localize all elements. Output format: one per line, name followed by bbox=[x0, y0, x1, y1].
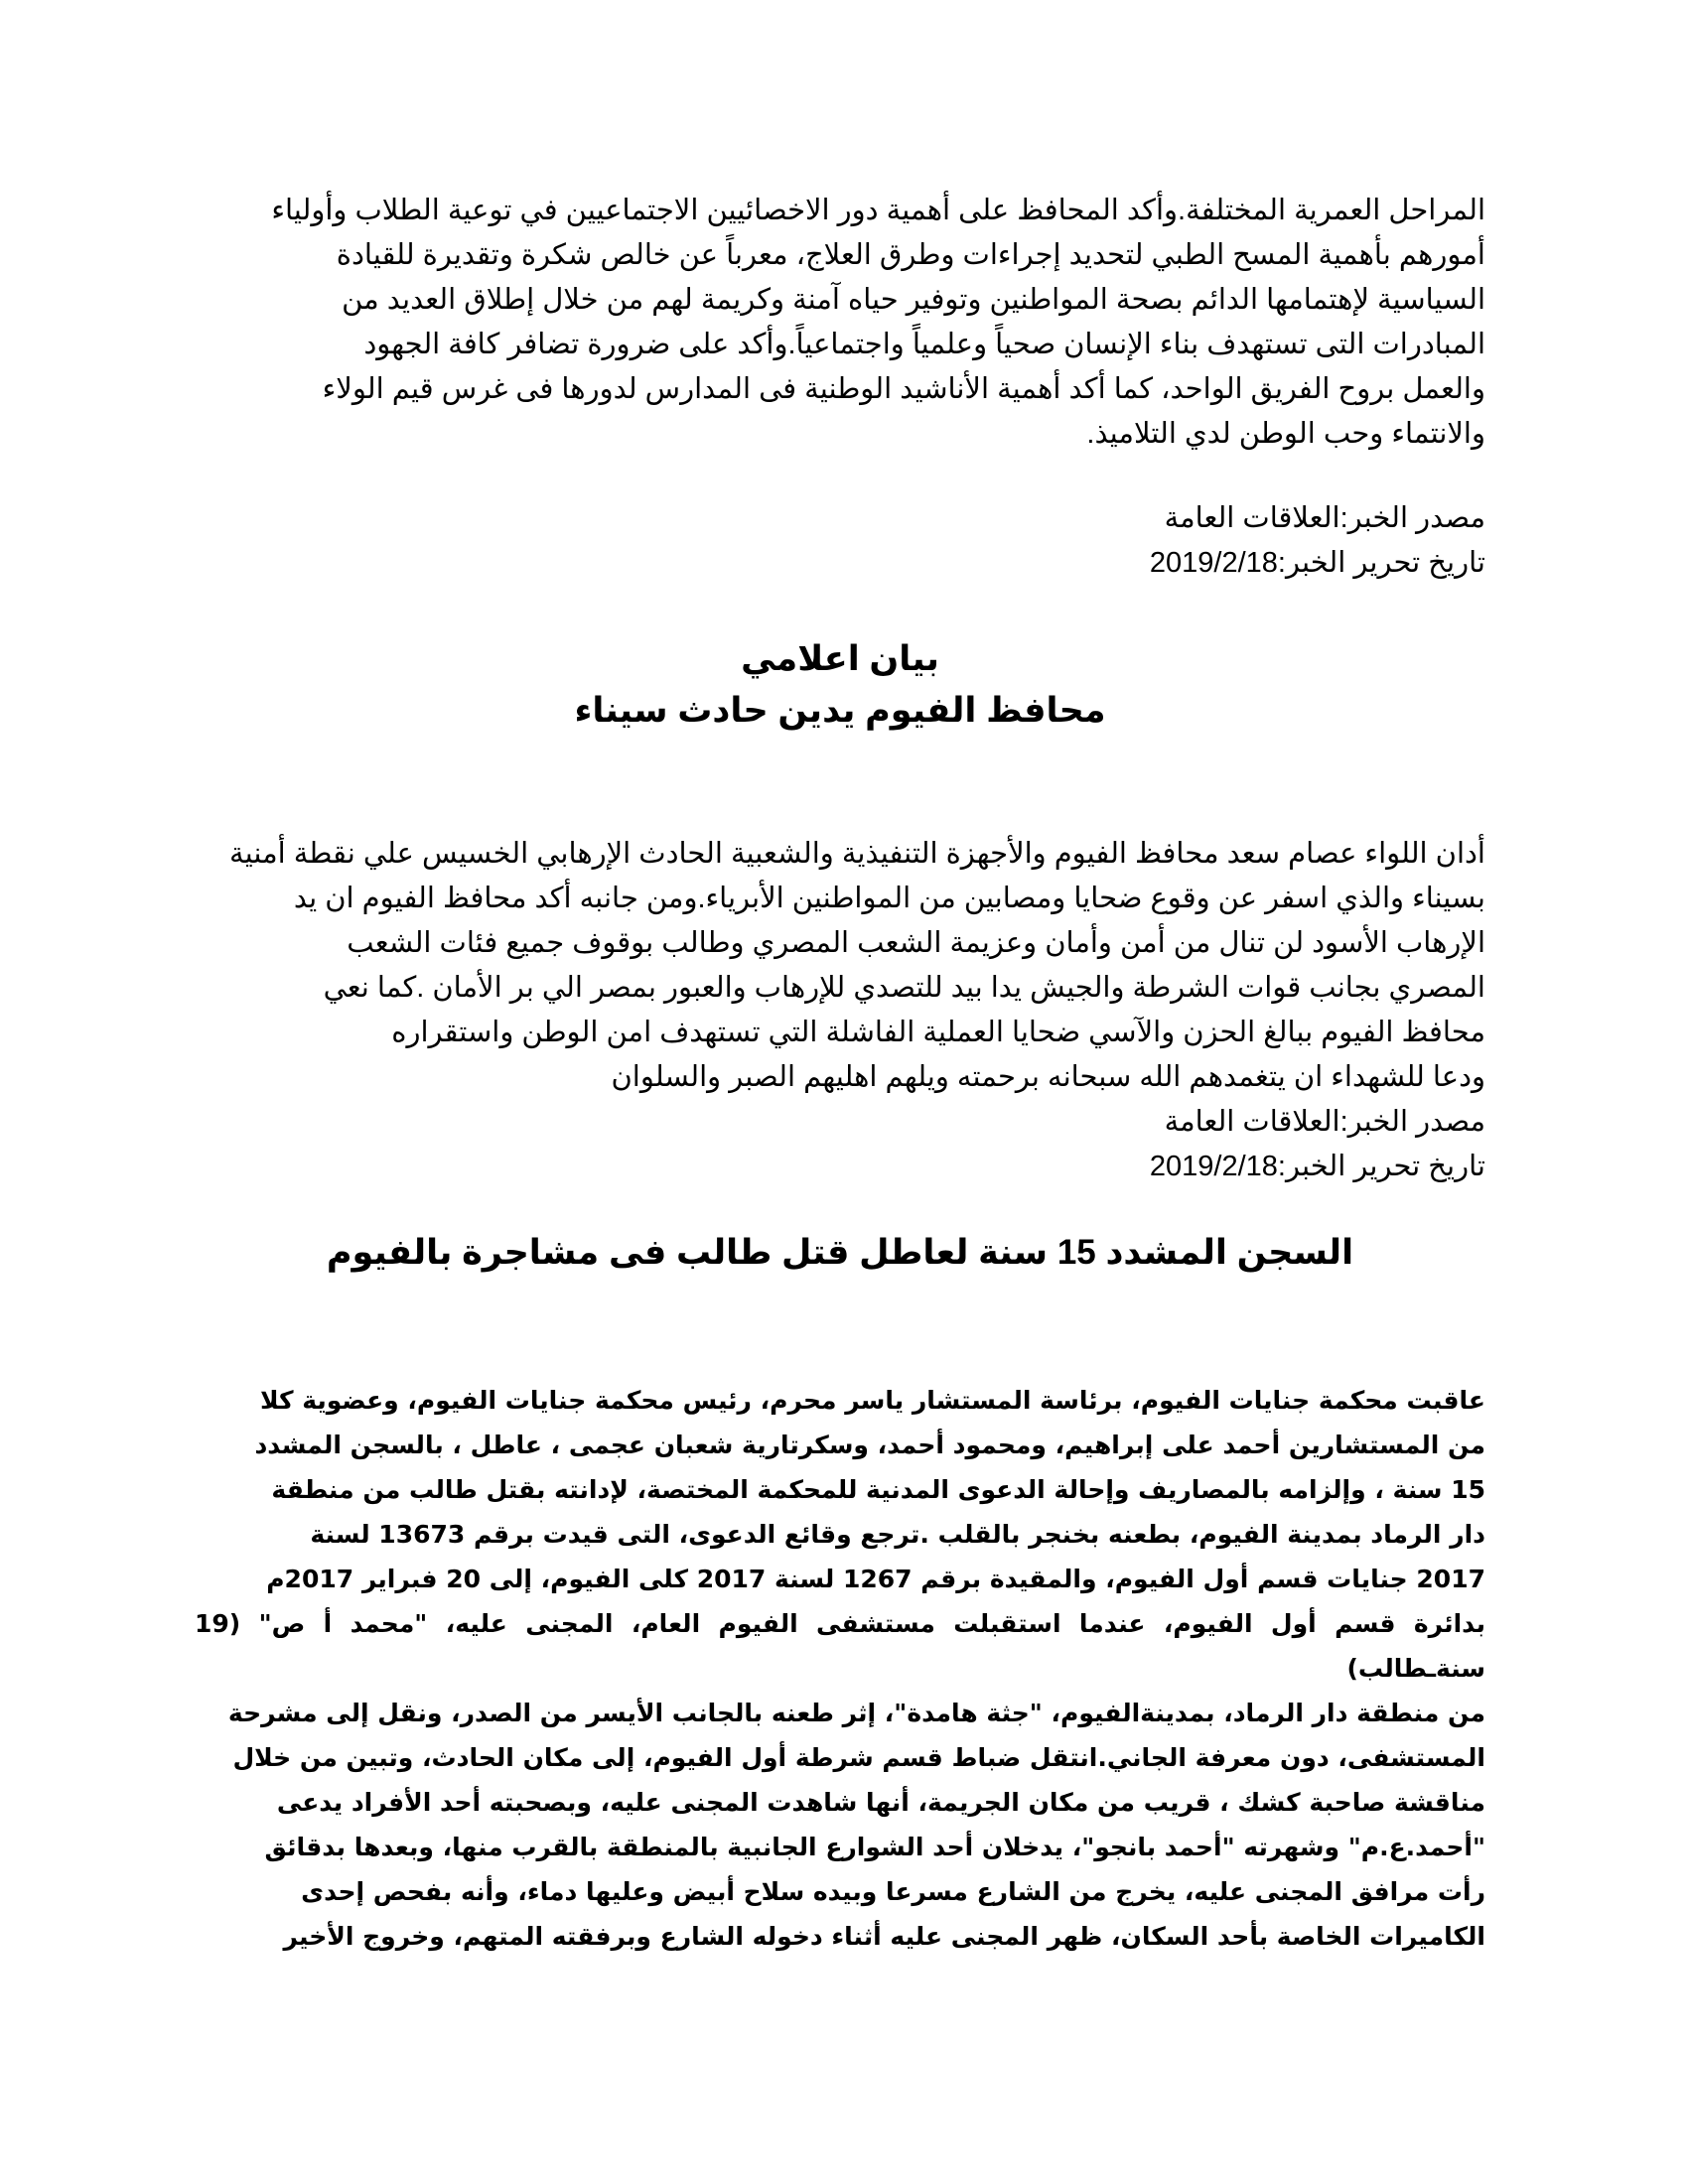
text-line: مناقشة صاحبة كشك ، قريب من مكان الجريمة، أنها شاهدت المجنى عليه، وبصحبته أحد الأفراد يدعى bbox=[276, 1788, 1485, 1817]
text-line: المراحل العمرية المختلفة.وأكد المحافظ على أهمية دور الاخصائيين الاجتماعيين في توعية الطلاب وأولياء bbox=[271, 195, 1485, 226]
text-line: 2017 جنايات قسم أول الفيوم، والمقيدة برقم 1267 لسنة 2017 كلى الفيوم، إلى 20 فبراير 2017م bbox=[266, 1565, 1485, 1593]
text-line: المبادرات التى تستهدف بناء الإنسان صحياً وعلمياً واجتماعياً.وأكد على ضرورة تضافر كافة الجهود bbox=[363, 329, 1485, 360]
text-line: من المستشارين أحمد على إبراهيم، ومحمود أحمد، وسكرتارية شعبان عجمى ، عاطل ، بالسجن المشدد bbox=[254, 1431, 1485, 1459]
court-news bbox=[195, 1227, 1485, 1959]
text-line: دار الرماد بمدينة الفيوم، بطعنه بخنجر بالقلب .ترجع وقائع الدعوى، التى قيدت برقم 13673 لسنة bbox=[310, 1520, 1485, 1549]
article-body bbox=[195, 1378, 1485, 1959]
news-date: تاريخ تحرير الخبر:2019/2/18 bbox=[1149, 547, 1485, 579]
text-line: السياسية لإهتمامها الدائم بصحة المواطنين وتوفير حياه آمنة وكريمة لهم من خلال إطلاق العديد من bbox=[342, 284, 1485, 316]
text-line: المستشفى، دون معرفة الجاني.انتقل ضباط قسم شرطة أول الفيوم، إلى مكان الحادث، وتبين من خلال bbox=[232, 1743, 1485, 1772]
text-line: 15 سنة ، وإلزامه بالمصاريف وإحالة الدعوى المدنية للمحكمة المختصة، لإدانته بقتل طالب من منطقة bbox=[271, 1475, 1485, 1504]
text-line: "أحمد.ع.م" وشهرته "أحمد بانجو"، يدخلان أحد الشوارع الجانبية بالمنطقة بالقرب منها، وبعدها بدقائق bbox=[264, 1833, 1485, 1861]
news-date: تاريخ تحرير الخبر:2019/2/18 bbox=[1149, 1151, 1485, 1182]
text-line: بدائرة قسم أول الفيوم، عندما استقبلت مستشفى الفيوم العام، المجنى عليه، "محمد أ ص" (19 سنةـطالب) bbox=[195, 1609, 1485, 1683]
text-line: بسيناء والذي اسفر عن وقوع ضحايا ومصابين من المواطنين الأبرياء.ومن جانبه أكد محافظ الفيوم ان يد bbox=[293, 883, 1485, 914]
text-line: رأت مرافق المجنى عليه، يخرج من الشارع مسرعا وبيده سلاح أبيض وعليها دماء، وأنه بفحص إحدى bbox=[301, 1877, 1485, 1906]
news-source: مصدر الخبر:العلاقات العامة bbox=[1164, 502, 1485, 534]
press-release bbox=[195, 633, 1485, 1189]
text-line: والانتماء وحب الوطن لدي التلاميذ. bbox=[1086, 418, 1485, 450]
text-line: والعمل بروح الفريق الواحد، كما أكد أهمية الأناشيد الوطنية فى المدارس لدورها فى غرس قيم الولاء bbox=[322, 373, 1485, 405]
text-line: الكاميرات الخاصة بأحد السكان، ظهر المجنى عليه أثناء دخوله الشارع وبرفقته المتهم، وخروج الأخير bbox=[283, 1922, 1485, 1951]
text-line: من منطقة دار الرماد، بمدينةالفيوم، "جثة هامدة"، إثر طعنه بالجانب الأيسر من الصدر، ونقل إلى مشرحة bbox=[227, 1699, 1485, 1727]
news-source: مصدر الخبر:العلاقات العامة bbox=[1164, 1106, 1485, 1138]
text-line: أمورهم بأهمية المسح الطبي لتحديد إجراءات وطرق العلاج، معرباً عن خالص شكرة وتقديرة للقيادة bbox=[336, 239, 1485, 271]
document-page bbox=[195, 189, 1485, 1959]
text-line: ودعا للشهداء ان يتغمدهم الله سبحانه برحمته ويلهم اهليهم الصبر والسلوان bbox=[611, 1061, 1485, 1093]
article-heading: السجن المشدد 15 سنة لعاطل قتل طالب فى مشاجرة بالفيوم bbox=[326, 1233, 1354, 1272]
text-line: محافظ الفيوم ببالغ الحزن والآسي ضحايا العملية الفاشلة التي تستهدف امن الوطن واستقراره bbox=[391, 1017, 1485, 1048]
article-heading: بيان اعلامي bbox=[741, 639, 939, 678]
article-body bbox=[195, 832, 1485, 1100]
text-line: أدان اللواء عصام سعد محافظ الفيوم والأجهزة التنفيذية والشعبية الحادث الإرهابي الخسيس علي نقطة أمنية bbox=[229, 838, 1485, 870]
article-subheading: محافظ الفيوم يدين حادث سيناء bbox=[574, 691, 1106, 730]
text-line: المصري بجانب قوات الشرطة والجيش يدا بيد للتصدي للإرهاب والعبور بمصر الي بر الأمان .كما نعي bbox=[323, 972, 1485, 1004]
text-line: عاقبت محكمة جنايات الفيوم، برئاسة المستشار ياسر محرم، رئيس محكمة جنايات الفيوم، وعضوية كلا bbox=[259, 1386, 1485, 1415]
text-line: الإرهاب الأسود لن تنال من أمن وأمان وعزيمة الشعب المصري وطالب بوقوف جميع فئات الشعب bbox=[347, 927, 1485, 959]
article-continuation bbox=[195, 189, 1485, 586]
article-body bbox=[195, 189, 1485, 457]
